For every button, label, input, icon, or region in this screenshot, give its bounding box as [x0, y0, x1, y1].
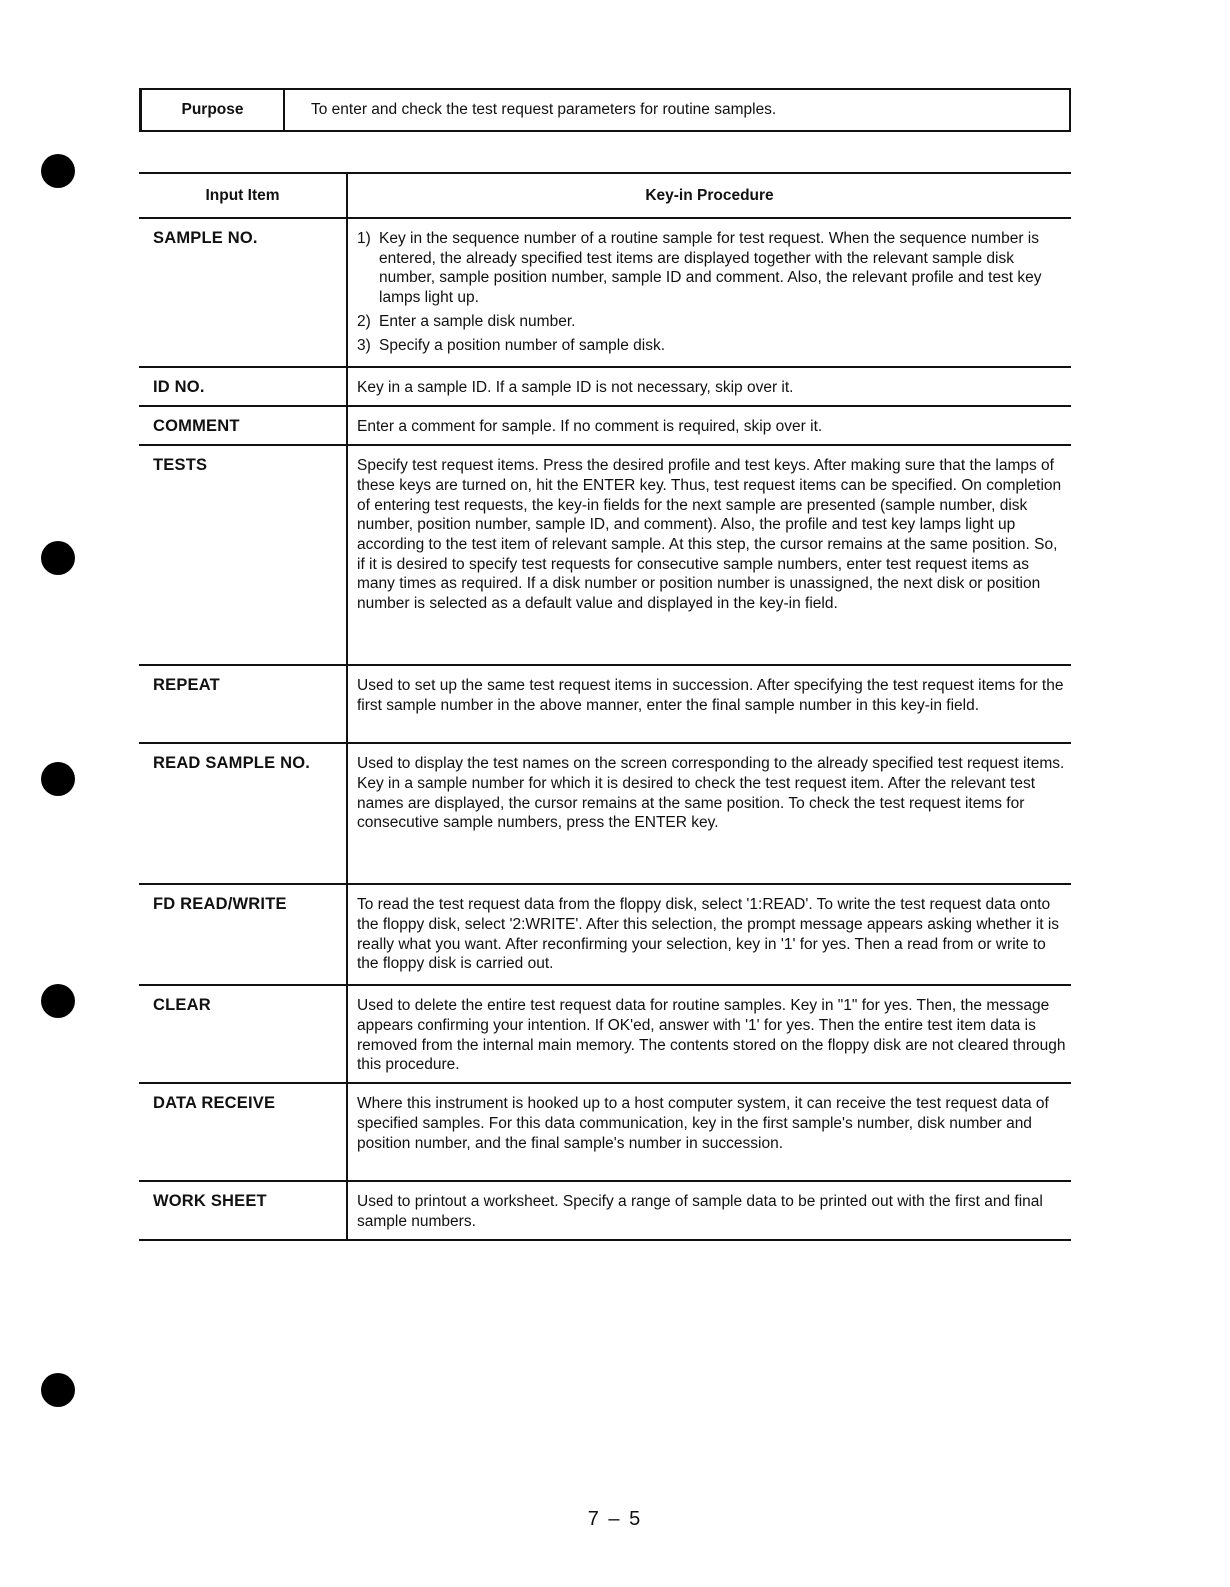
- row-item-label: CLEAR: [139, 985, 347, 1083]
- list-item: [357, 229, 1067, 308]
- header-key-in-procedure: Key-in Procedure: [347, 173, 1071, 218]
- row-item-label: FD READ/WRITE: [139, 884, 347, 985]
- table-row: [139, 218, 1071, 367]
- table-row: [139, 445, 1071, 665]
- row-item-label: REPEAT: [139, 665, 347, 743]
- step-number: 1): [357, 230, 371, 247]
- table-header-row: [139, 173, 1071, 218]
- row-procedure: [347, 1181, 1071, 1239]
- row-procedure: [347, 218, 1071, 367]
- binder-hole: [41, 1373, 75, 1407]
- procedure-steps: [357, 229, 1067, 355]
- row-procedure: [347, 445, 1071, 665]
- row-item-label: DATA RECEIVE: [139, 1083, 347, 1181]
- row-procedure: [347, 884, 1071, 985]
- table-row: [139, 1181, 1071, 1239]
- step-text: Enter a sample disk number.: [379, 312, 576, 330]
- step-number: 3): [357, 336, 371, 354]
- step-text: Specify a position number of sample disk.: [379, 336, 666, 354]
- purpose-label: Purpose: [142, 90, 285, 130]
- row-item-label: SAMPLE NO.: [139, 218, 347, 367]
- table-row: [139, 367, 1071, 406]
- row-item-label: ID NO.: [139, 367, 347, 406]
- table-row: [139, 1083, 1071, 1181]
- procedure-text: Enter a comment for sample. If no comment is required, skip over it.: [357, 418, 823, 436]
- procedure-table: [139, 172, 1071, 1241]
- procedure-text: Used to display the test names on the screen corresponding to the already specified test request items. Key in a sample number for which it is desired to check the test request item. After the relevant test names are displayed, the cursor remains at the same position. To check the test request items for consecutive sample numbers, press the ENTER key.: [357, 755, 1065, 832]
- procedure-text: Used to printout a worksheet. Specify a range of sample data to be printed out with the first and final sample numbers.: [357, 1193, 1043, 1230]
- procedure-text: To read the test request data from the floppy disk, select '1:READ'. To write the test request data onto the floppy disk, select '2:WRITE'. After this selection, the prompt message appears asking whether it is really what you want. After reconfirming your selection, key in '1' for yes. Then a read from or write to the floppy disk is carried out.: [357, 896, 1060, 973]
- binder-hole: [41, 541, 75, 575]
- binder-hole: [41, 762, 75, 796]
- step-number: 2): [357, 312, 371, 330]
- list-item: [357, 312, 1067, 332]
- row-item-label: COMMENT: [139, 406, 347, 445]
- binder-hole: [41, 984, 75, 1018]
- procedure-text: Key in a sample ID. If a sample ID is not necessary, skip over it.: [357, 379, 794, 397]
- procedure-text: Used to delete the entire test request data for routine samples. Key in "1" for yes. Then, the message appears confirming your intention. If OK'ed, answer with '1' for yes. Then the entire test item data is removed from the internal main memory. The contents stored on the floppy disk are not cleared through this procedure.: [357, 997, 1066, 1074]
- row-procedure: [347, 743, 1071, 884]
- procedure-text: Where this instrument is hooked up to a host computer system, it can receive the test request data of specified samples. For this data communication, key in the first sample's number, disk number and position number, and the final sample's number in succession.: [357, 1095, 1049, 1152]
- table-row: [139, 665, 1071, 743]
- purpose-text: To enter and check the test request parameters for routine samples.: [311, 101, 777, 118]
- procedure-text: Used to set up the same test request items in succession. After specifying the test request items for the first sample number in the above manner, enter the final sample number in this key-in field.: [357, 677, 1064, 714]
- row-procedure: [347, 1083, 1071, 1181]
- row-item-label: READ SAMPLE NO.: [139, 743, 347, 884]
- binder-hole: [41, 154, 75, 188]
- table-row: [139, 406, 1071, 445]
- row-item-label: WORK SHEET: [139, 1181, 347, 1239]
- row-procedure: [347, 665, 1071, 743]
- page-number: 7 – 5: [587, 1508, 643, 1530]
- row-procedure: [347, 367, 1071, 406]
- table-row: [139, 985, 1071, 1083]
- table-row: [139, 743, 1071, 884]
- list-item: [357, 336, 1067, 356]
- table-row: [139, 884, 1071, 985]
- row-procedure: [347, 406, 1071, 445]
- step-text: Key in the sequence number of a routine sample for test request. When the sequence number is entered, the already specified test items are displayed together with the relevant sample disk number, sample position number, sample ID and comment. Also, the relevant profile and test key lamps light up.: [379, 230, 1042, 307]
- row-item-label: TESTS: [139, 445, 347, 665]
- purpose-box: [139, 88, 1071, 132]
- procedure-text: Specify test request items. Press the desired profile and test keys. After making sure that the lamps of these keys are turned on, hit the ENTER key. Thus, test request items can be specified. On completion of entering test requests, the key-in fields for the next sample are presented (sample number, disk number, position number, sample ID, and comment). Also, the profile and test key lamps light up according to the test item of relevant sample. At this step, the cursor remains at the same position. So, if it is desired to specify test requests for consecutive sample numbers, enter test request items as many times as required. If a disk number or position number is unassigned, the next disk or position number is selected as a default value and displayed in the key-in field.: [357, 457, 1062, 613]
- header-input-item: Input Item: [139, 173, 347, 218]
- row-procedure: [347, 985, 1071, 1083]
